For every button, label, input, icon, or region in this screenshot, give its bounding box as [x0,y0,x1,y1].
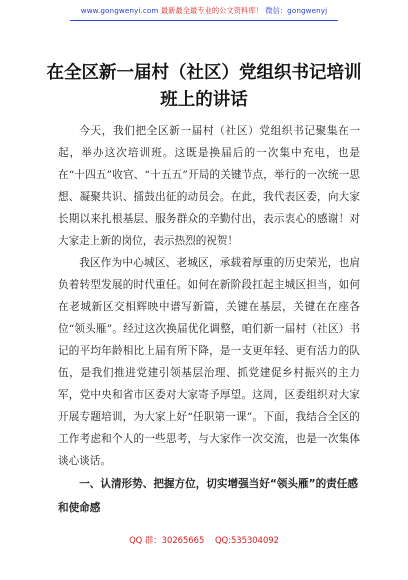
header-divider [70,20,338,21]
document-body [58,120,360,520]
site-slogan: 最新最全最专业的公文资料库！ [160,6,263,15]
section-heading: 一、认清形势、把握方位，切实增强当好“领头雁”的责任感和使命感 [58,478,358,514]
site-url[interactable]: www.gongwenyi.com [80,6,159,15]
document-title: 在全区新一届村（社区）党组织书记培训班上的讲话 [46,63,362,110]
wechat-id: 微信：gongwenyj [265,6,328,15]
site-header [0,6,408,16]
footer-qq-number: QQ:535304092 [214,535,279,545]
footer-qq-group: QQ 群：30265665 [129,535,205,545]
paragraph-context: 我区作为中心城区、老城区，承载着厚重的历史荣光，也肩负着转型发展的时代重任。如何在新阶段扛起主城区担当，如何在老城新区交相辉映中谱写新篇，关键在基层，关键在在座各位“领头雁”。经过这次换届优化调整，咱们新一届村（社区）书记的平均年龄相比上届有所下降，是一支更年轻、更有活力的队伍，是我们推进党建引领基层治理、抓党建促乡村振兴的主力军，党中央和省市区委对大家寄予厚望。这周，区委组织对大家开展专题培训，为大家上好“任职第一课”。下面，我结合全区的工作考虑和个人的一些思考，与大家作一次交流，也是一次集体谈心谈话。 [58,257,360,467]
page-footer [0,534,408,546]
paragraph-opening: 今天，我们把全区新一届村（社区）党组织书记聚集在一起，举办这次培训班。这既是换届后的一次集中充电，也是在“十四五”收官、“十五五”开局的关键节点，举行的一次统一思想、凝聚共识、擂鼓出征的动员会。在此，我代表区委，向大家长期以来扎根基层、服务群众的辛勤付出，表示衷心的感谢！对大家走上新的岗位，表示热烈的祝贺！ [58,125,360,247]
